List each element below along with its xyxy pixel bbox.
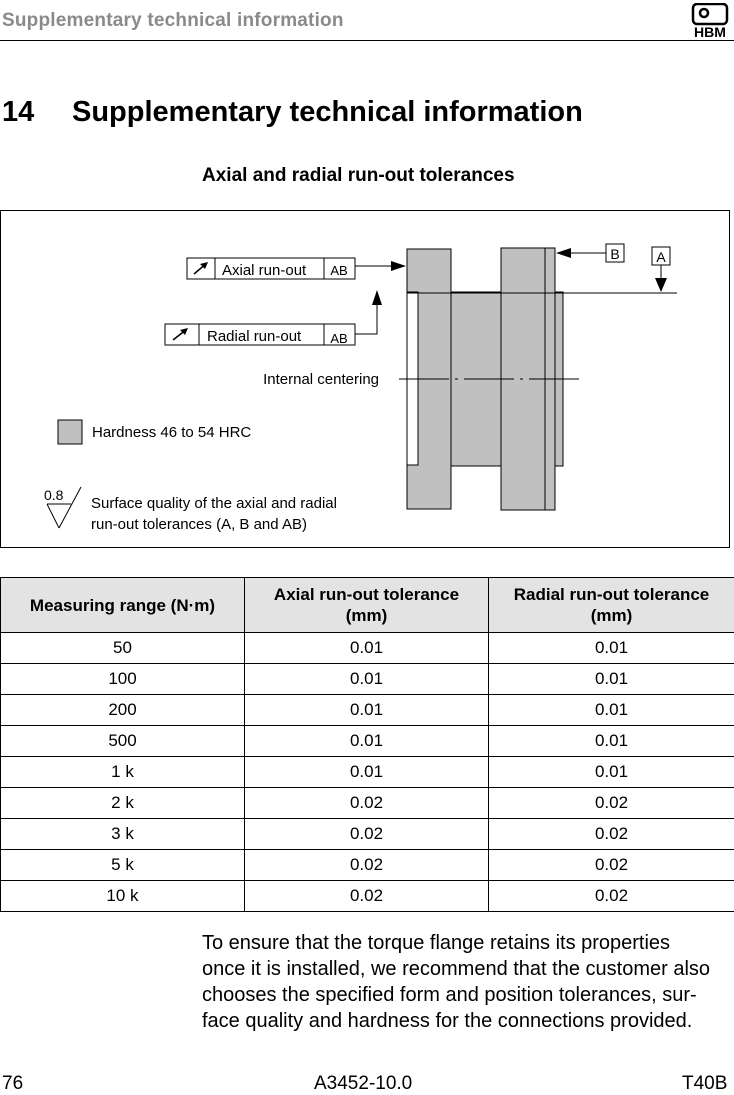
table-cell: 0.01 [245,664,489,695]
table-cell: 0.02 [489,881,734,912]
table-cell: 0.02 [489,850,734,881]
table-cell: 500 [1,726,245,757]
column-header: Measuring range (N·m) [1,578,245,633]
body-line: chooses the specified form and position tolerances, sur- [202,982,734,1008]
body-line: To ensure that the torque flange retains its properties [202,930,734,956]
surface-quality-label-line1: Surface quality of the axial and radial [91,495,337,512]
flange-drawing [1,211,731,549]
table-cell: 0.01 [489,695,734,726]
table-cell: 0.02 [245,881,489,912]
table-cell: 0.02 [489,819,734,850]
chapter-title: Supplementary technical information [72,96,583,128]
internal-centering-label: Internal centering [263,371,379,388]
product-name: T40B [682,1073,727,1095]
table-cell: 0.02 [245,850,489,881]
column-header: Axial run-out tolerance (mm) [245,578,489,633]
datum-b-marker [556,244,624,262]
section-heading: Axial and radial run-out tolerances [202,165,515,187]
hbm-logo [690,3,730,39]
table-cell: 0.01 [245,633,489,664]
svg-text:B: B [610,246,619,262]
table-cell: 0.02 [489,788,734,819]
table-row [1,881,734,912]
table-cell: 0.01 [489,633,734,664]
table-cell: 0.01 [489,757,734,788]
header-rule [0,40,734,41]
tolerance-figure [0,210,730,548]
axial-runout-frame [187,258,406,279]
body-line: face quality and hardness for the connections provided. [202,1008,734,1034]
surface-quality-symbol [44,487,81,528]
table-cell: 0.02 [245,819,489,850]
axial-datum-label: AB [330,263,347,278]
table-cell: 5 k [1,850,245,881]
table-cell: 2 k [1,788,245,819]
hardness-legend-swatch [58,420,82,444]
table-cell: 50 [1,633,245,664]
table-row [1,664,734,695]
chapter-number: 14 [2,96,72,129]
surface-quality-label-line2: run-out tolerances (A, B and AB) [91,516,307,533]
table-cell: 3 k [1,819,245,850]
page-number: 76 [2,1073,23,1095]
radial-datum-label: AB [330,331,347,346]
table-row [1,695,734,726]
radial-runout-frame [165,290,382,346]
axial-runout-label: Axial run-out [222,262,307,279]
document-number: A3452-10.0 [314,1073,412,1095]
tolerance-table [0,577,734,912]
table-cell: 1 k [1,757,245,788]
table-cell: 10 k [1,881,245,912]
table-row [1,757,734,788]
column-header: Radial run-out tolerance (mm) [489,578,734,633]
table-cell: 200 [1,695,245,726]
table-cell: 0.01 [245,726,489,757]
table-row [1,819,734,850]
table-cell: 0.01 [489,664,734,695]
running-header: Supplementary technical information [2,10,344,32]
hardness-label: Hardness 46 to 54 HRC [92,424,251,441]
table-cell: 0.01 [489,726,734,757]
chapter-heading [2,96,583,129]
svg-text:HBM: HBM [694,24,726,39]
surface-value: 0.8 [44,487,64,503]
table-row [1,633,734,664]
table-cell: 100 [1,664,245,695]
table-cell: 0.01 [245,757,489,788]
table-row [1,850,734,881]
table-row [1,788,734,819]
table-header-row [1,578,734,633]
table-cell: 0.01 [245,695,489,726]
svg-text:A: A [656,249,666,265]
table-row [1,726,734,757]
body-paragraph [202,930,734,1034]
table-cell: 0.02 [245,788,489,819]
radial-runout-label: Radial run-out [207,328,302,345]
body-line: once it is installed, we recommend that the customer also [202,956,734,982]
